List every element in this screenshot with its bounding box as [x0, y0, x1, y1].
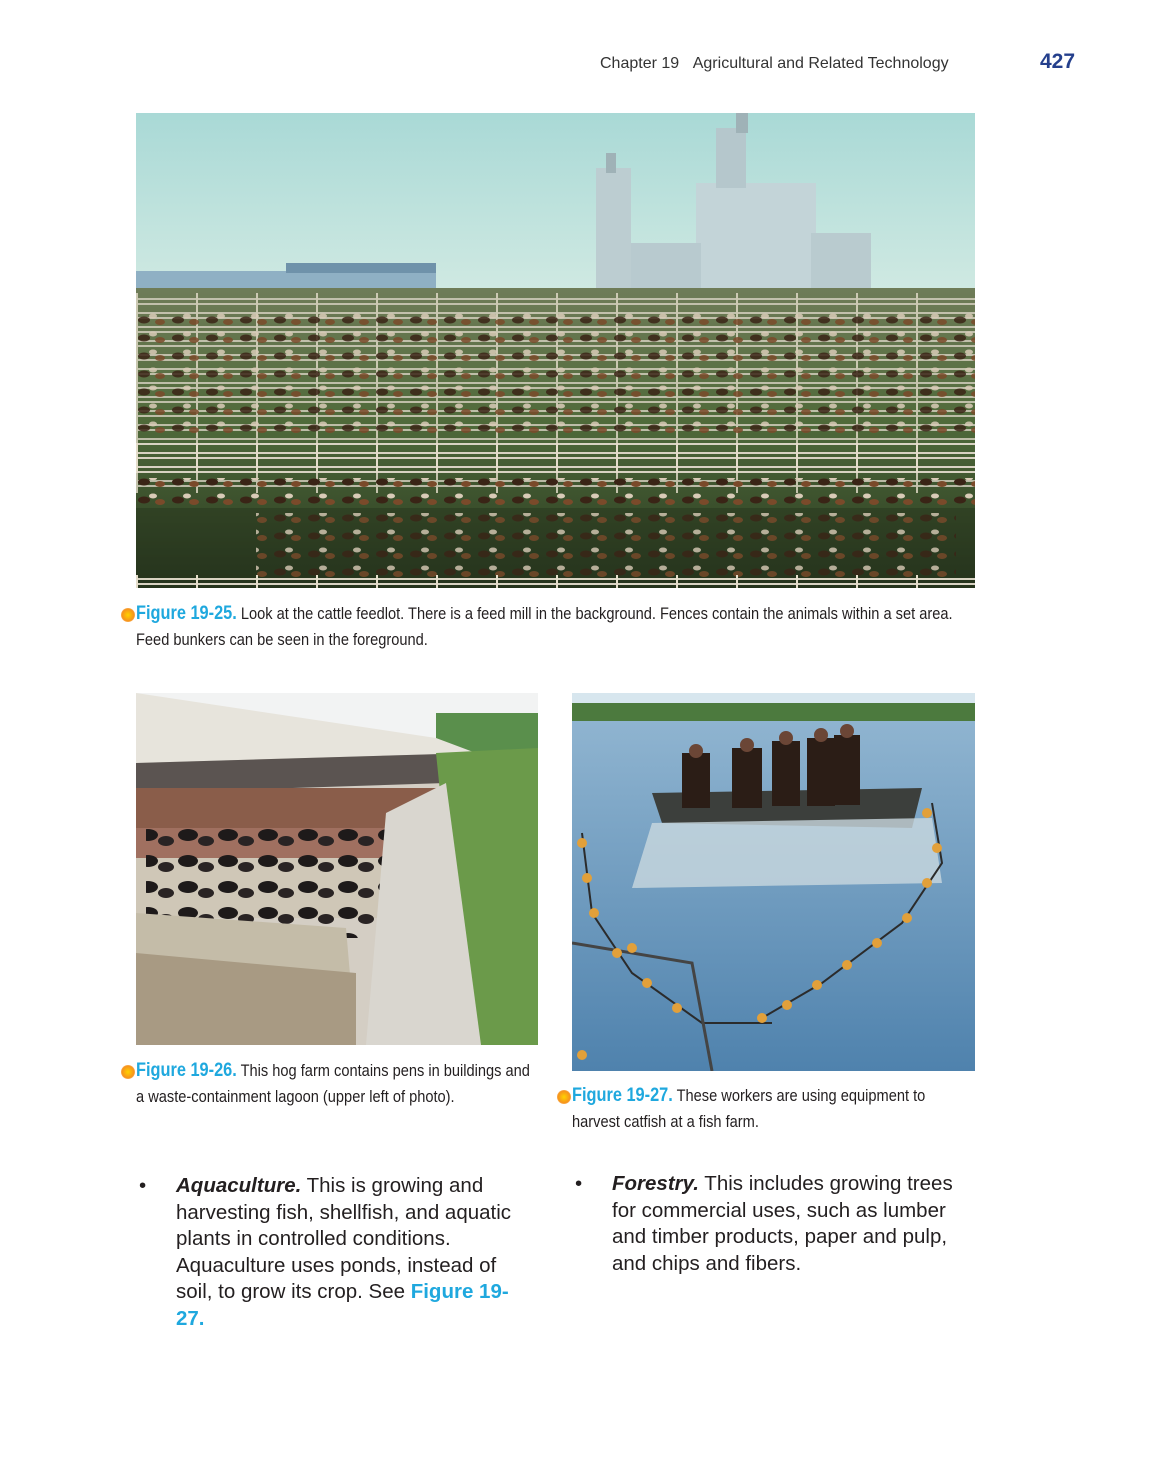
figure-19-26-caption — [136, 1058, 536, 1110]
bullet-mark: • — [575, 1172, 583, 1195]
cattle-feedlot-photo — [136, 113, 975, 588]
bullet-term: Aquaculture. — [176, 1174, 302, 1197]
chapter-title: Chapter 19 Agricultural and Related Technology — [600, 55, 949, 72]
page-number: 427 — [1040, 50, 1076, 73]
figure-caption-text: This hog farm contains pens in buildings and a waste-containment lagoon (upper left of photo). — [136, 1061, 530, 1106]
figure-caption-text: These workers are using equipment to harvest catfish at a fish farm. — [572, 1086, 926, 1131]
bullet-text: This is growing and harvesting fish, shellfish, and aquatic plants in controlled conditions. Aquaculture uses ponds, instead of soil, to grow its crop. See — [176, 1174, 512, 1303]
figure-19-25-caption — [136, 601, 962, 653]
figure-reference-link[interactable]: Figure 19-27. — [176, 1280, 509, 1330]
figure-marker-icon — [121, 608, 135, 622]
figure-marker-icon — [121, 1065, 135, 1079]
figure-label: Figure 19-27. — [572, 1085, 673, 1106]
catfish-harvest-photo — [572, 693, 975, 1071]
bullet-forestry — [575, 1171, 977, 1277]
figure-label: Figure 19-25. — [136, 603, 237, 624]
figure-caption-text: Look at the cattle feedlot. There is a feed mill in the background. Fences contain the animals within a set area. Feed bunkers can be seen in the foreground. — [136, 604, 953, 649]
figure-marker-icon — [557, 1090, 571, 1104]
bullet-mark: • — [139, 1174, 147, 1197]
bullet-term: Forestry. — [612, 1172, 699, 1195]
bullet-aquaculture — [139, 1173, 530, 1332]
figure-19-27-caption — [572, 1083, 972, 1135]
figure-label: Figure 19-26. — [136, 1060, 237, 1081]
hog-farm-photo — [136, 693, 538, 1045]
bullet-text: This includes growing trees for commercial uses, such as lumber and timber products, paper and pulp, and chips and fibers. — [612, 1172, 953, 1275]
